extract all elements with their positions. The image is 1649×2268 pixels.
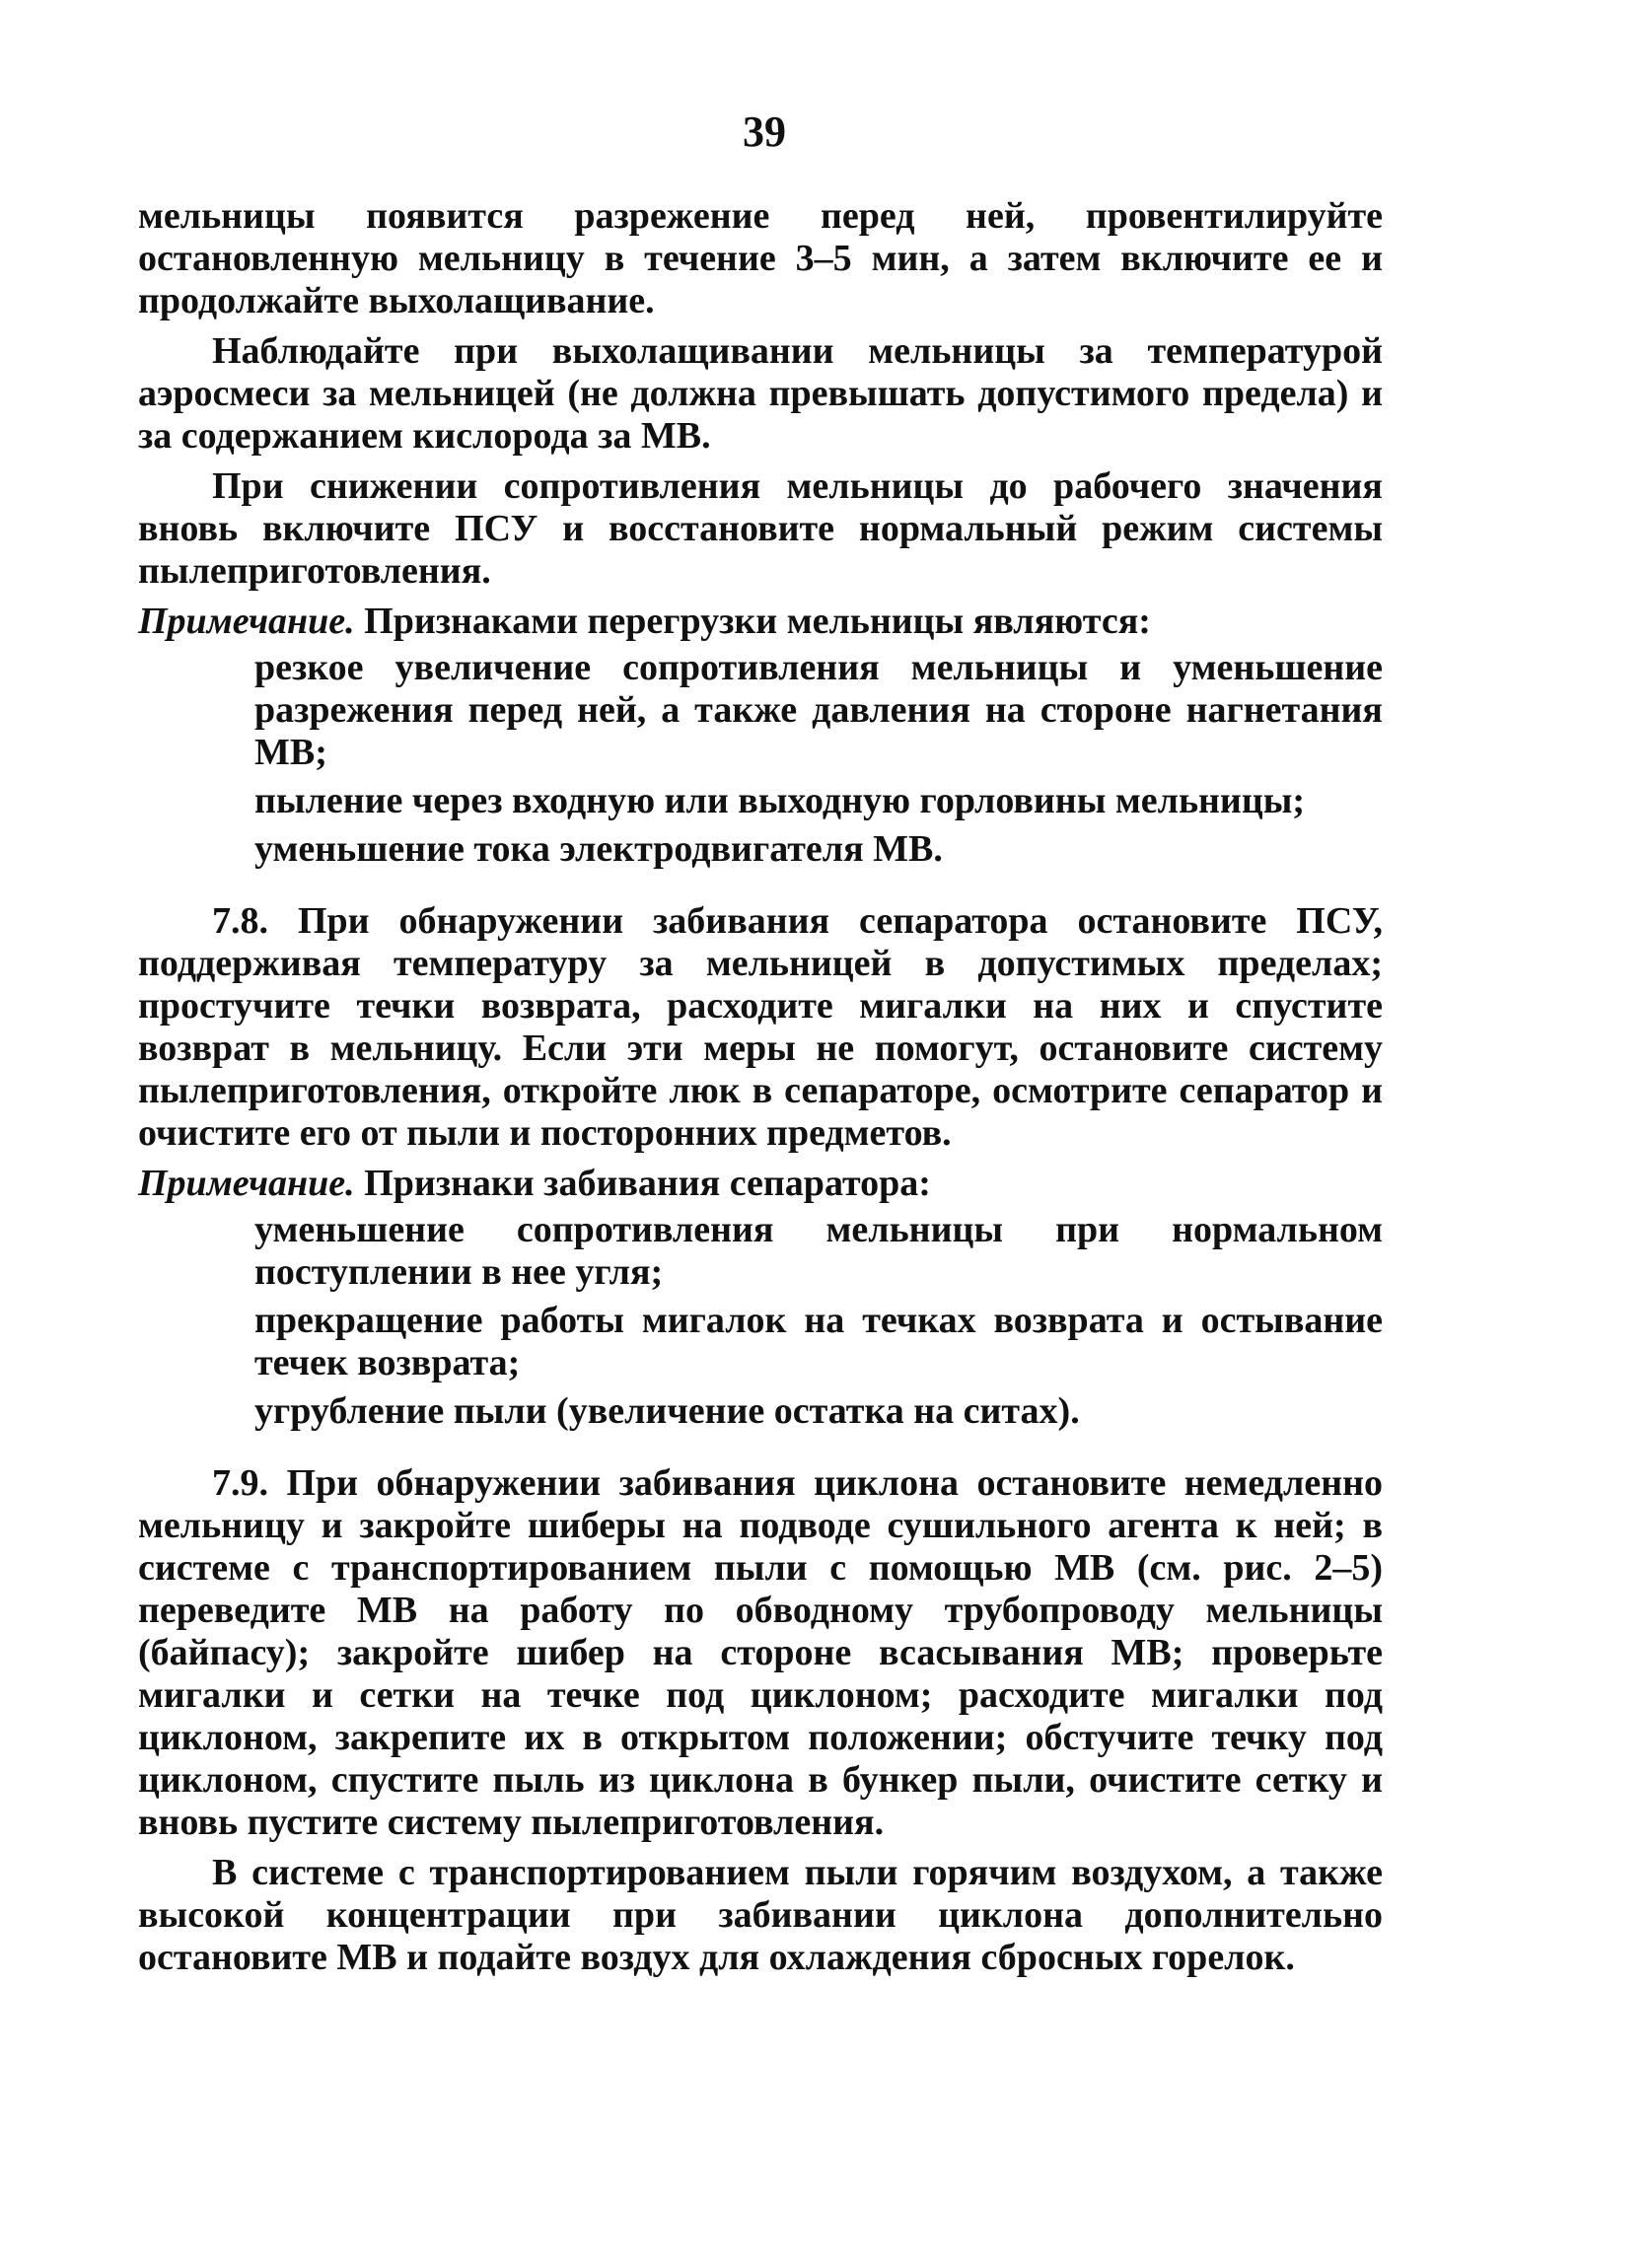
note-overload-list [254,647,1383,871]
note-label: Примечание. [138,601,355,642]
note-overload [138,601,1383,871]
note-overload-header [138,601,1383,643]
section-7-9: 7.9. При обнаружении забивания циклона остановите немедленно мельницу и закройте шиберы на подводе сушильного агента к ней; в системе с транспортированием пыли с помощью МВ (см. рис. 2–5) переведите МВ на работу по обводному трубопроводу мельницы (байпасу); закройте шибер на стороне всасывания МВ; проверьте мигалки и сетки на течке под циклоном; расходите мигалки под циклоном, закрепите их в открытом положении; обстучите течку под циклоном, спустите пыль из циклона в бункер пыли, очистите сетку и вновь пустите систему пылеприготовления. [138,1462,1383,1843]
section-7-8: 7.8. При обнаружении забивания сепаратора остановите ПСУ, поддерживая температуру за мельницей в допустимых пределах; простучите течки возврата, расходите мигалки на них и спустите возврат в мельницу. Если эти меры не помогут, остановите систему пылеприготовления, откройте люк в сепараторе, осмотрите сепаратор и очистите его от пыли и посторонних предметов. [138,900,1383,1154]
note-separator-header [138,1163,1383,1205]
page-number: 39 [743,107,786,156]
paragraph-final: В системе с транспортированием пыли горячим воздухом, а также высокой концентрации при забивании циклона дополнительно остановите МВ и подайте воздух для охлаждения сбросных горелок. [138,1852,1383,1978]
note-item: пыление через входную или выходную горловины мельницы; [254,780,1306,821]
note-item: уменьшение тока электродвигателя МВ. [254,828,943,870]
paragraph-continuation: мельницы появится разрежение перед ней, провентилируйте остановленную мельницу в течение 3–5 мин, а затем включите ее и продолжайте выхолащивание. [138,195,1383,321]
note-separator-list [254,1209,1383,1433]
paragraph-observation: Наблюдайте при выхолащивании мельницы за температурой аэросмеси за мельницей (не должна превышать допустимого предела) и за содержанием кислорода за МВ. [138,330,1383,457]
document-body [138,195,1383,1987]
paragraph-resume: При снижении сопротивления мельницы до рабочего значения вновь включите ПСУ и восстановите нормальный режим системы пылеприготовления. [138,465,1383,592]
note-item: резкое увеличение сопротивления мельницы и уменьшение разрежения перед ней, а также давления на стороне нагнетания МВ; [254,647,1383,773]
note-item: прекращение работы мигалок на течках возврата и остывание течек возврата; [254,1300,1383,1383]
note-label: Примечание. [138,1163,355,1204]
note-item: угрубление пыли (увеличение остатка на ситах). [254,1390,1080,1432]
note-intro: Признаками перегрузки мельницы являются: [364,601,1151,642]
note-intro: Признаки забивания сепаратора: [364,1163,931,1204]
note-item: уменьшение сопротивления мельницы при нормальном поступлении в нее угля; [254,1209,1383,1293]
note-separator [138,1163,1383,1433]
